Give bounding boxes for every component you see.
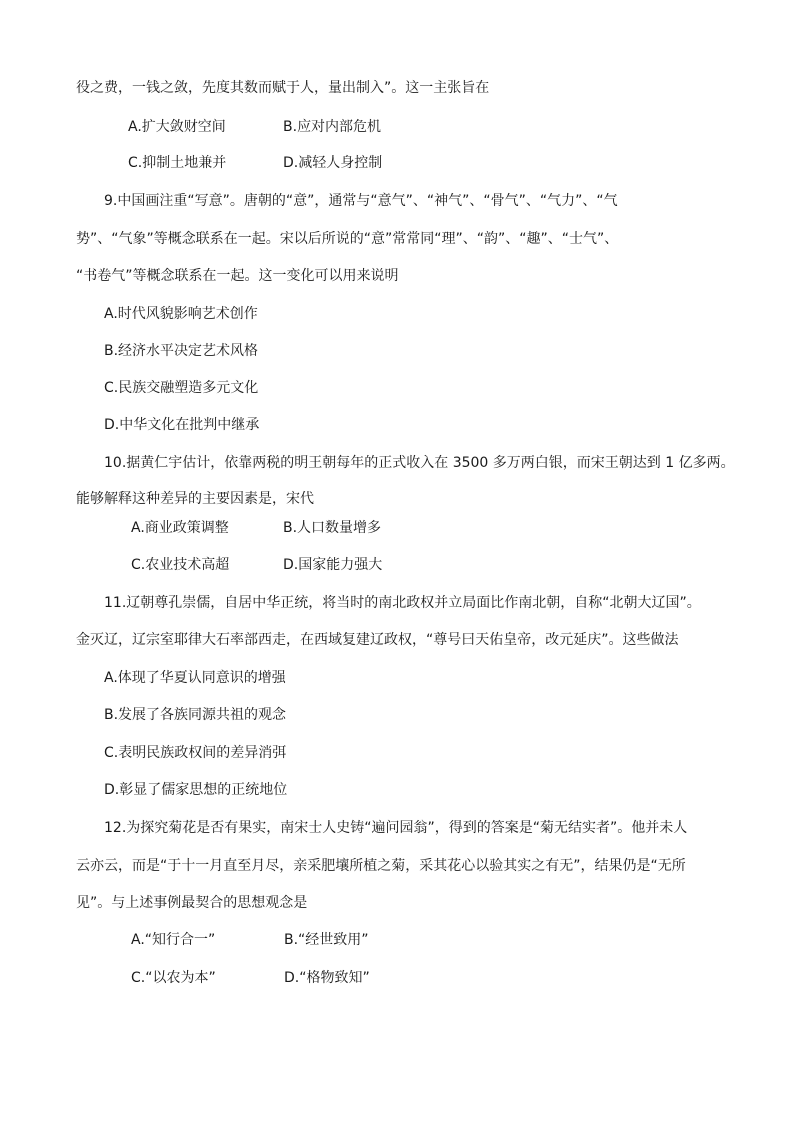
- q11-option-a: A.体现了华夏认同意识的增强: [104, 670, 286, 686]
- q11-option-d: D.彰显了儒家思想的正统地位: [104, 782, 288, 798]
- q9-option-d: D.中华文化在批判中继承: [104, 417, 260, 433]
- q12-option-a: A.“知行合一”: [131, 932, 216, 948]
- q9-stem-line2: 势”、“气象”等概念联系在一起。宋以后所说的“意”常常同“理”、“韵”、“趣”、“士气”、: [76, 231, 619, 247]
- q11-stem-line1: 11.辽朝尊孔崇儒，自居中华正统，将当时的南北政权并立局面比作南北朝，自称“北朝大辽国”。: [104, 595, 701, 611]
- q10-option-a: A.商业政策调整: [131, 520, 229, 536]
- q11-stem-line2: 金灭辽，辽宗室耶律大石率部西走，在西域复建辽政权，“尊号曰天佑皇帝，改元延庆”。这些做法: [76, 632, 679, 648]
- q10-option-c: C.农业技术高超: [131, 557, 230, 573]
- q10-stem-line2: 能够解释这种差异的主要因素是，宋代: [76, 491, 314, 507]
- q11-option-c: C.表明民族政权间的差异消弭: [104, 745, 287, 761]
- q9-option-a: A.时代风貌影响艺术创作: [104, 306, 258, 322]
- q12-stem-line3: 见”。与上述事例最契合的思想观念是: [76, 895, 308, 911]
- q9-option-c: C.民族交融塑造多元文化: [104, 380, 259, 396]
- q8-option-b: B.应对内部危机: [283, 119, 382, 135]
- q10-stem-line1: 10.据黄仁宇估计，依靠两税的明王朝每年的正式收入在 3500 多万两白银，而宋王朝达到 1 亿多两。: [104, 455, 735, 471]
- q8-option-d: D.减轻人身控制: [283, 155, 383, 171]
- q10-option-d: D.国家能力强大: [283, 557, 383, 573]
- q11-option-b: B.发展了各族同源共祖的观念: [104, 707, 287, 723]
- q12-option-b: B.“经世致用”: [284, 932, 369, 948]
- q12-option-c: C.“以农为本”: [131, 970, 216, 986]
- q8-option-c: C.抑制土地兼并: [128, 155, 227, 171]
- q9-stem-line3: “书卷气”等概念联系在一起。这一变化可以用来说明: [76, 268, 399, 284]
- q12-option-d: D.“格物致知”: [284, 970, 370, 986]
- q8-stem-continuation: 役之费，一钱之敛，先度其数而赋于人，量出制入”。这一主张旨在: [76, 80, 490, 96]
- q12-stem-line2: 云亦云，而是“于十一月直至月尽，亲采肥壤所植之菊，采其花心以验其实之有无”，结果仍是“无所: [76, 858, 686, 874]
- q8-option-a: A.扩大敛财空间: [128, 119, 226, 135]
- q9-option-b: B.经济水平决定艺术风格: [104, 343, 259, 359]
- q10-option-b: B.人口数量增多: [283, 520, 382, 536]
- q12-stem-line1: 12.为探究菊花是否有果实，南宋士人史铸“遍问园翁”，得到的答案是“菊无结实者”。他并未人: [104, 820, 688, 836]
- q9-stem-line1: 9.中国画注重“写意”。唐朝的“意”，通常与“意气”、“神气”、“骨气”、“气力”、“气: [104, 193, 618, 209]
